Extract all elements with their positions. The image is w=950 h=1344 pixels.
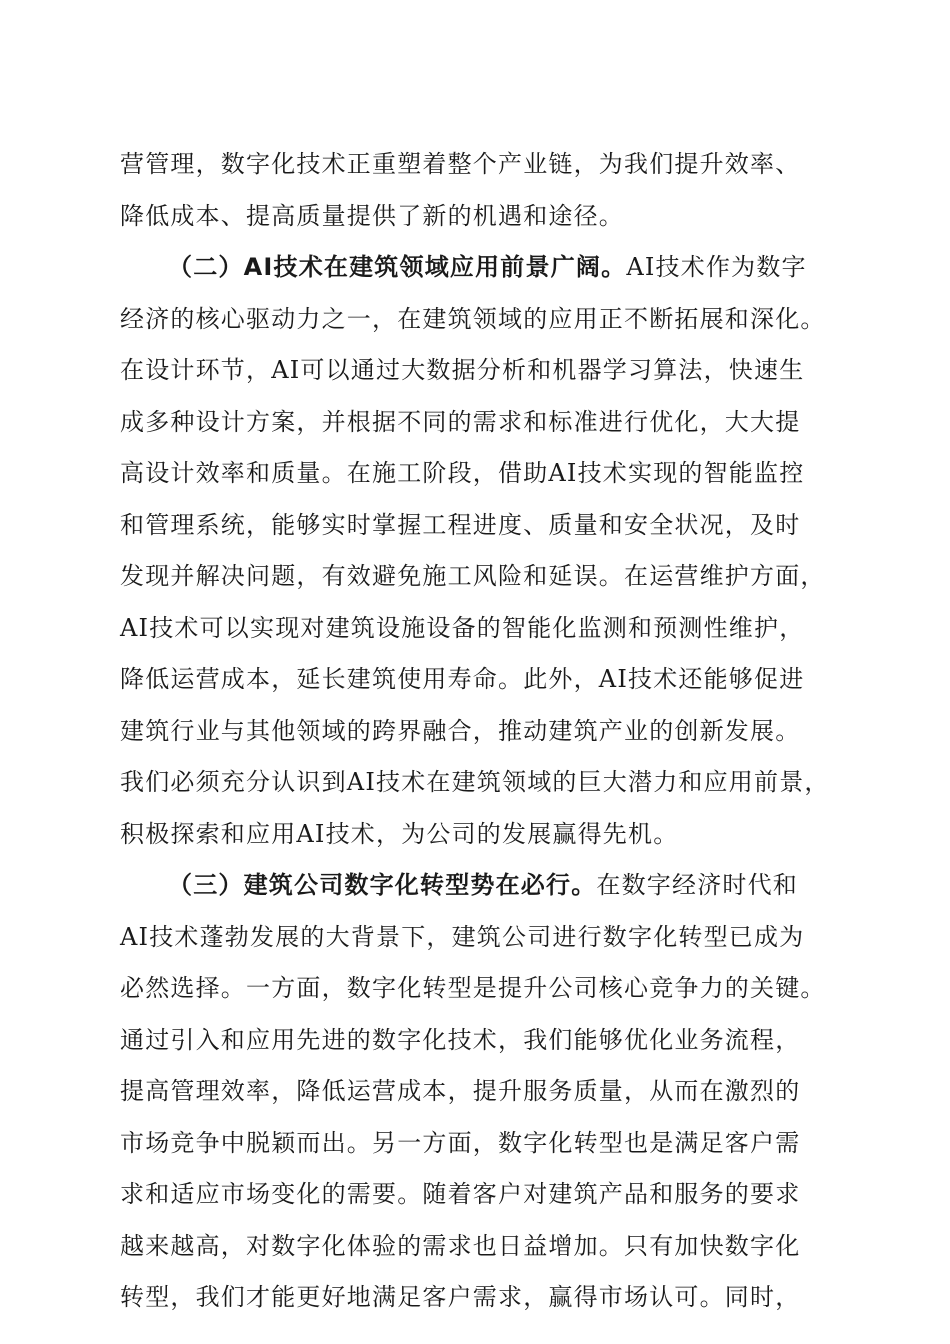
- section-3-line: AI技术蓬勃发展的大背景下，建筑公司进行数字化转型已成为: [120, 922, 805, 951]
- section-3-line: 越来越高，对数字化体验的需求也日益增加。只有加快数字化: [120, 1231, 801, 1260]
- section-2-line: 经济的核心驱动力之一，在建筑领域的应用正不断拓展和深化。: [120, 304, 826, 333]
- section-2-line: 积极探索和应用AI技术，为公司的发展赢得先机。: [120, 819, 679, 848]
- section-3-heading: （三）建筑公司数字化转型势在必行。: [168, 871, 597, 899]
- intro-line-1: 营管理，数字化技术正重塑着整个产业链，为我们提升效率、: [120, 150, 801, 178]
- section-2-first-line-rest: AI技术作为数字: [626, 253, 807, 281]
- document-body: [120, 139, 840, 1324]
- section-2-heading: （二）AI技术在建筑领域应用前景广阔。: [168, 253, 627, 281]
- section-3-line: 转型，我们才能更好地满足客户需求，赢得市场认可。同时，: [120, 1283, 801, 1311]
- section-3-first-line-rest: 在数字经济时代和: [596, 871, 799, 899]
- section-3-line: 通过引入和应用先进的数字化技术，我们能够优化业务流程，: [120, 1025, 801, 1054]
- section-2-line: 发现并解决问题，有效避免施工风险和延误。在运营维护方面，: [120, 562, 826, 590]
- section-3-line: 必然选择。一方面，数字化转型是提升公司核心竞争力的关键。: [120, 974, 826, 1002]
- section-3-first-line: [120, 860, 840, 912]
- section-2-line: 建筑行业与其他领域的跨界融合，推动建筑产业的创新发展。: [120, 716, 801, 745]
- section-3-line: 提高管理效率，降低运营成本，提升服务质量，从而在激烈的: [120, 1077, 801, 1105]
- section-2-line: 成多种设计方案，并根据不同的需求和标准进行优化，大大提: [120, 407, 801, 436]
- section-2-line: AI技术可以实现对建筑设施设备的智能化监测和预测性维护，: [120, 613, 805, 642]
- section-2-line: 和管理系统，能够实时掌握工程进度、质量和安全状况，及时: [120, 510, 801, 539]
- section-2-line: 高设计效率和质量。在施工阶段，借助AI技术实现的智能监控: [120, 459, 805, 487]
- section-3-line: 求和适应市场变化的需要。随着客户对建筑产品和服务的要求: [120, 1180, 801, 1208]
- intro-line-2: 降低成本、提高质量提供了新的机遇和途径。: [120, 201, 624, 230]
- section-2-line: 降低运营成本，延长建筑使用寿命。此外，AI技术还能够促进: [120, 665, 805, 693]
- section-2-line: 我们必须充分认识到AI技术在建筑领域的巨大潜力和应用前景，: [120, 768, 830, 796]
- section-3-line: 市场竞争中脱颖而出。另一方面，数字化转型也是满足客户需: [120, 1128, 801, 1157]
- section-2-line: 在设计环节，AI可以通过大数据分析和机器学习算法，快速生: [120, 356, 805, 384]
- section-2-first-line: [120, 242, 840, 294]
